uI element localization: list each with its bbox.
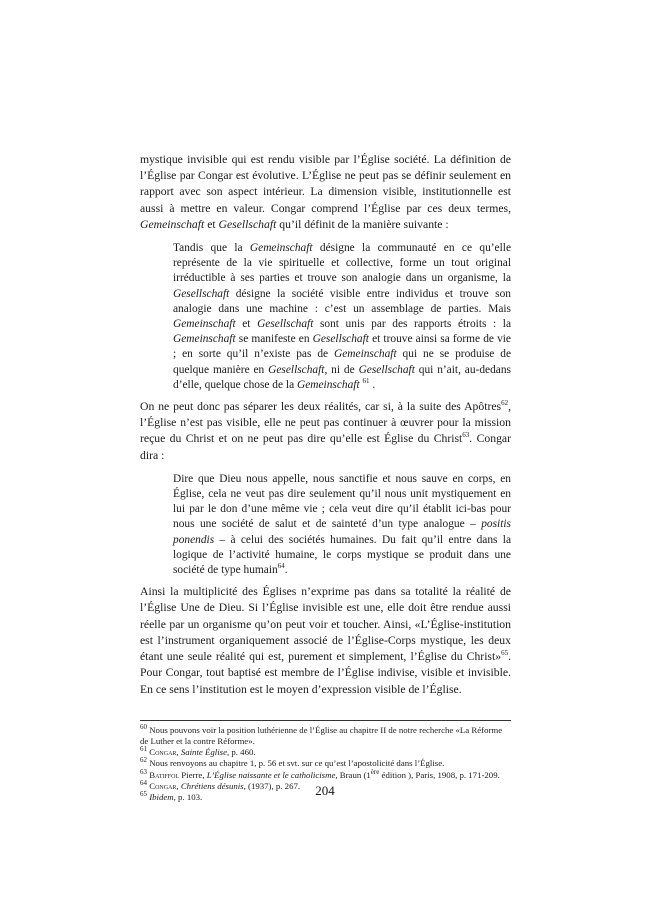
page-body: [140, 152, 511, 803]
quote-1-text: Tandis que la Gemeinschaft désigne la communauté en ce qu’elle représente de la vie spirituelle et collective, forme un tout original irréductible à ses parties et trouve son analogie dans un organisme, la Gesellschaft désigne la société visible entre individus et trouve son analogie dans une machine : c’est un assemblage de parties. Mais Gemeinschaft et Gesellschaft sont unis par des rapports étroits : la Gemeinschaft se manifeste en Gesellschaft et trouve ainsi sa forme de vie ; en sorte qu’il n’existe pas de Gemeinschaft qui ne se produise de quelque manière en Gesellschaft, ni de Gesellschaft qui n’ait, au-dedans d’elle, quelque chose de la Gemeinschaft $^{61}$ .: [173, 242, 512, 391]
paragraph-2: On ne peut donc pas séparer les deux réalités, car si, à la suite des Apôtres$^{62}$, l’Église n’est pas visible, elle ne peut pas continuer à œuvrer pour la mission reçue du Christ et on ne peut pas dire qu’elle est Église du Christ$^{63}$. Congar dira :: [140, 399, 511, 462]
quote-2-text: Dire que Dieu nous appelle, nous sanctifie et nous sauve en corps, en Église, cela ne veut pas dire seulement qu’il nous unit mystiquement en lui par le don d’une même vie ; cela veut dire qu’il établit ici-bas pour nous une société de salut et de sainteté d’un type analogue – positis ponendis – à celui des sociétés humaines. Du fait qu’il entre dans la logique de l’activité humaine, le corps mystique se produit dans une société de type humain$^{64}$.: [173, 472, 511, 577]
paragraph-3: Ainsi la multiplicité des Églises n’exprime pas dans sa totalité la réalité de l’Église Une de Dieu. Si l’Église invisible est une, elle doit être rendue aussi réelle par un organisme qu’on peut voir et toucher. Ainsi, «L’Église-institution est l’instrument organiquement associé de l’Église-Corps mystique, les deux étant une seule réalité qui est, purement et simplement, l’Église du Christ»$^{65}$. Pour Congar, tout baptisé est membre de l’Église indivise, visible et invisible. En ce sens l’institution est le moyen d’expression visible de l’Église.: [140, 585, 511, 696]
block-quote-1: [173, 241, 511, 393]
page-number: 204: [315, 783, 335, 798]
footnote-ref-61[interactable]: 61: [362, 377, 370, 386]
footnote-64: $^{64}$ Congar, Chrétiens désunis, (1937), p. 267.: [140, 778, 301, 791]
footnote-ref-65[interactable]: 65: [501, 649, 509, 658]
footnote-divider: [140, 720, 511, 721]
footnote-ref-62[interactable]: 62: [501, 399, 509, 408]
footnote-60: $^{60}$ Nous pouvons voir la position luthérienne de l’Église au chapitre II de notre recherche «La Réforme de Luther et la contre Réforme».: [140, 722, 503, 746]
paragraph-1: mystique invisible qui est rendu visible par l’Église société. La définition de l’Église par Congar est évolutive. L’Église ne peut pas se définir seulement en rapport avec son aspect intérieur. La dimension visible, institutionnelle est aussi à mettre en valeur. Congar comprend l’Église par ces deux termes, Gemeinschaft et Gesellschaft qu’il définit de la manière suivante :: [140, 153, 511, 231]
block-quote-2: [173, 472, 511, 578]
footnote-ref-63[interactable]: 63: [462, 431, 470, 440]
footnote-63: $^{63}$ Batiffol Pierre, L’Église naissante et le catholicisme, Braun (1ère édition ), Paris, 1908, p. 171-209.: [140, 767, 500, 780]
footnote-ref-64[interactable]: 64: [277, 562, 285, 571]
footnote-62: $^{62}$ Nous renvoyons au chapitre 1, p. 56 et svt. sur ce qu’est l’apostolicité dans l’Église.: [140, 756, 445, 769]
footnote-61: $^{61}$ Congar, Sainte Église, p. 460.: [140, 745, 256, 758]
footnote-65: $^{65}$ Ibidem, p. 103.: [140, 790, 203, 802]
